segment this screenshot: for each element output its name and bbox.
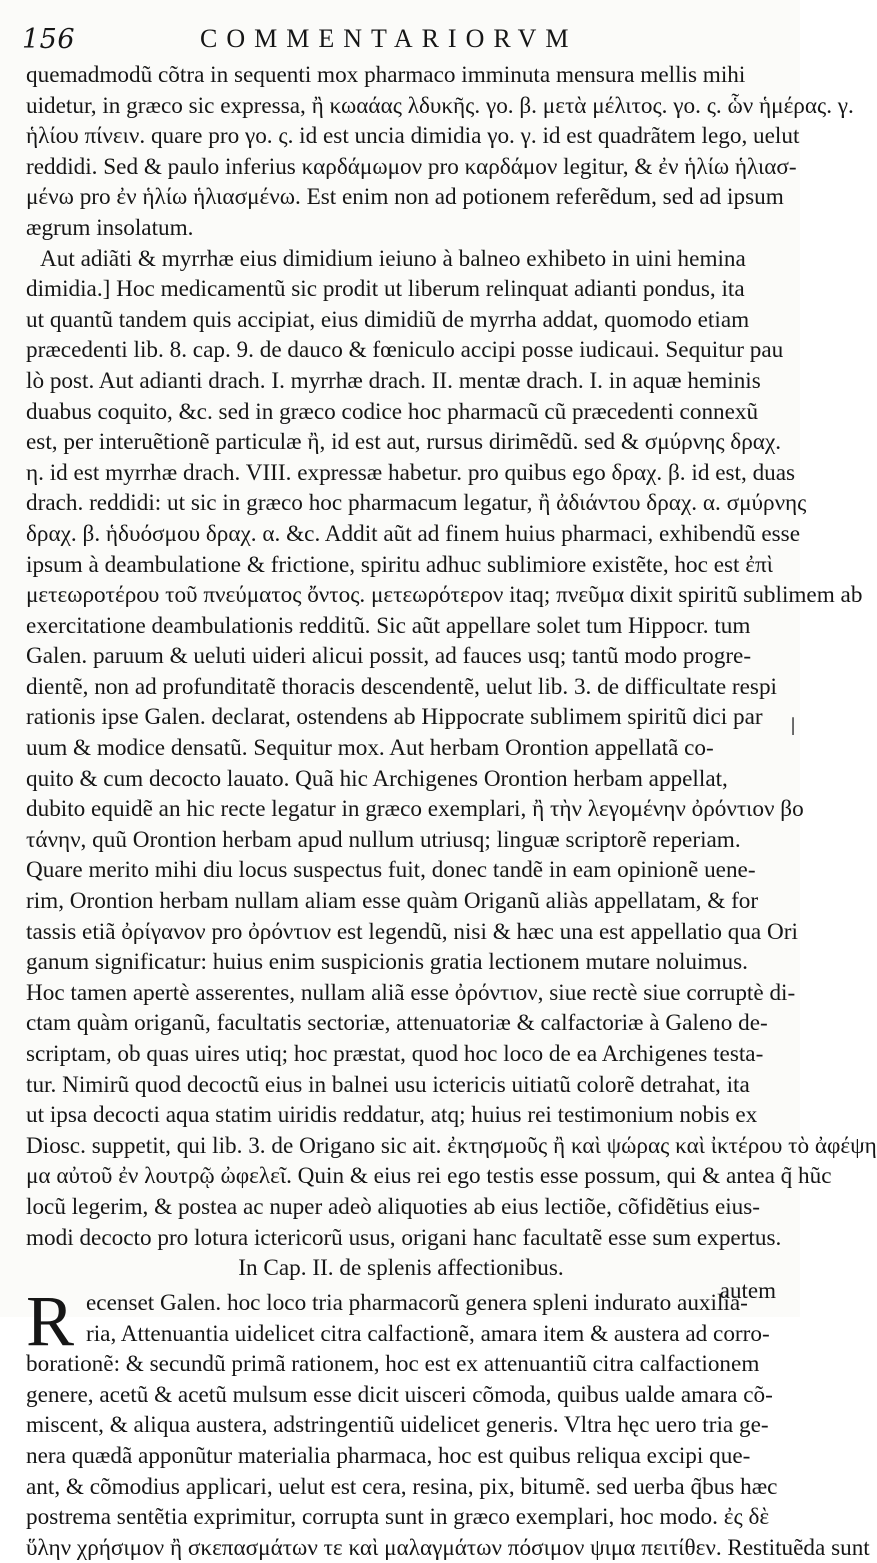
text-line: exercitatione deambulationis redditũ. Sic aũt appellare solet tum Hippocr. tum [26,612,751,639]
text-line: δραχ. β. ἡδυόσμου δραχ. α. &c. Addit aũt ad finem huius pharmaci, exhibendũ esse [26,520,800,547]
text-line: ria, Attenuantia uidelicet citra calfactionẽ, amara item & austera ad corro- [86,1320,770,1347]
text-line: Diosc. suppetit, qui lib. 3. de Origano sic ait. ἐκτησμοῦς ἢ καὶ ψώρας καὶ ἰκτέρου τὸ ἀφέψη [26,1132,877,1159]
text-line: ἡλίου πίνειν. quare pro γο. ς. id est uncia dimidia γο. γ. id est quadrãtem lego, uelut [26,123,800,150]
text-line: est, per interuẽtionẽ particulæ ἢ, id est aut, rursus dirimẽdũ. sed & σμύρνης δραχ. [26,429,782,456]
text-line: dientẽ, non ad profunditatẽ thoracis descendentẽ, uelut lib. 3. de difficultate respi [26,673,777,700]
text-line: μένω pro ἐν ἡλίω ἡλιασμένω. Est enim non ad potionem referẽdum, sed ad ipsum [26,184,784,211]
catchword: autem [719,1278,776,1303]
text-line: Quare merito mihi diu locus suspectus fuit, donec tandẽ in eam opinionẽ uene- [26,857,756,884]
text-line: ganum significatur: huius enim suspicionis gratia lectionem mutare noluimus. [26,949,748,976]
text-line: quito & cum decocto lauato. Quã hic Archigenes Orontion herbam appellat, [26,765,728,792]
text-line: η. id est myrrhæ drach. VIII. expressæ habetur. pro quibus ego δραχ. β. id est, duas [26,459,796,486]
text-line: tassis etiã ὀρίγανον pro ὀρόντιον est legendũ, nisi & hæc una est appellatio qua Ori [26,918,798,945]
text-line: borationẽ: & secundũ primã rationem, hoc est ex attenuantiũ citra calfactionem [26,1351,760,1378]
text-line: tur. Nimirũ quod decoctũ eius in balnei usu ictericis uitiatũ colorẽ detrahat, ita [26,1071,750,1098]
page-number: 156 [22,24,76,55]
text-line: nera quædã apponũtur materialia pharmaca, hoc est quibus reliqua excipi que- [26,1442,751,1469]
text-line: ut quantũ tandem quis accipiat, eius dimidiũ de myrrha addat, quomodo etiam [26,306,750,333]
chapter-opening-paragraph [26,1281,870,1563]
page-header [22,22,778,58]
text-line: præcedenti lib. 8. cap. 9. de dauco & fœniculo accipi posse iudicaui. Sequitur pau [26,337,784,364]
text-line: μα αὐτοῦ ἐν λουτρῷ ὠφελεῖ. Quin & eius rei ego testis esse possum, qui & antea q̃ hũc [26,1163,832,1190]
text-line: quemadmodũ cõtra in sequenti mox pharmaco imminuta mensura mellis mihi [26,62,746,88]
running-head: COMMENTARIORVM [200,24,578,53]
text-line: dubito equidẽ an hic recte legatur in græco exemplari, ἢ τὴν λεγομένην ὀρόντιον βο [26,796,804,823]
text-line: miscent, & aliqua austera, adstringentiũ uidelicet generis. Vltra hęc uero tria ge- [26,1412,769,1439]
text-line: ægrum insolatum. [26,214,194,241]
text-line: uidetur, in græco sic expressa, ἢ κωαάας λδυκῆς. γο. β. μετὰ μέλιτος. γο. ς. ὧν ἡμέρας. γ. [26,92,854,119]
text-line: reddidi. Sed & paulo inferius καρδάμωμον pro καρδάμον legitur, & ἐν ἡλίω ἡλιασ- [26,153,797,180]
text-line: Aut adiãti & myrrhæ eius dimidium ieiuno à balneo exhibeto in uini hemina [40,245,746,272]
text-line: ὕλην χρήσιμον ἢ σκεπασμάτων τε καὶ μαλαγμάτων πόσιμον ψιμα πειτίθεν. Restituẽda sunt [26,1534,870,1561]
text-line: Hoc tamen apertè asserentes, nullam aliã esse ὀρόντιον, siue rectè siue corruptè di- [26,979,796,1006]
text-line: ctam quàm origanũ, facultatis sectoriæ, attenuatoriæ & calfactoriæ à Galeno de- [26,1010,768,1037]
margin-mark: | [790,715,797,736]
commentary-text [26,60,877,1284]
chapter-heading: In Cap. II. de splenis affectionibus. [238,1255,564,1282]
text-line: drach. reddidi: ut sic in græco hoc pharmacum legatur, ἢ ἀδιάντου δραχ. α. σμύρνης [26,490,807,517]
text-line: rationis ipse Galen. declarat, ostendens ab Hippocrate sublimem spiritũ dici par [26,704,763,731]
text-line: ant, & cõmodius applicari, uelut est cera, resina, pix, bitumẽ. sed uerba q̃bus hæc [26,1473,778,1500]
text-line: μετεωροτέρου τοῦ πνεύματος ὄντος. μετεωρότερον itaq; πνεῦμα dixit spiritũ sublimem ab [26,582,863,609]
text-line: dimidia.] Hoc medicamentũ sic prodit ut liberum relinquat adianti pondus, ita [26,276,745,303]
drop-capital: R [26,1281,75,1361]
text-line: τάνην, quũ Orontion herbam apud nullum utriusq; linguæ scriptorẽ reperiam. [26,826,741,853]
text-line: scriptam, ob quas uires utiq; hoc præstat, quod hoc loco de ea Archigenes testa- [26,1041,764,1067]
text-line: modi decocto pro lotura ictericorũ usus, origani hanc facultatẽ esse sum expertus. [26,1224,782,1251]
text-line: Galen. paruum & ueluti uideri alicui possit, ad fauces usq; tantũ modo progre- [26,643,752,670]
text-line: uum & modice densatũ. Sequitur mox. Aut herbam Orontion appellatã co- [26,735,714,762]
text-line: ipsum à deambulatione & frictione, spiritu adhuc sublimiore existẽte, hoc est ἐπὶ [26,551,773,578]
text-line: duabus coquito, &c. sed in græco codice hoc pharmacũ cũ præcedenti connexũ [26,398,759,425]
text-line: lò post. Aut adianti drach. I. myrrhæ drach. II. mentæ drach. I. in aquæ heminis [26,367,761,394]
text-line: locũ legerim, & postea ac nuper adeò aliquoties ab eius lectiõe, cõfidẽtius eius- [26,1193,761,1220]
text-line: genere, acetũ & acetũ mulsum esse dicit uisceri cõmoda, quibus ualde amara cõ- [26,1381,773,1408]
text-line: rim, Orontion herbam nullam aliam esse quàm Origanũ aliàs appellatam, & for [26,888,759,915]
text-line: ut ipsa decocti aqua statim uiridis reddatur, atq; huius rei testimonium nobis ex [26,1102,758,1129]
text-line: ecenset Galen. hoc loco tria pharmacorũ genera spleni indurato auxilia- [86,1290,748,1316]
text-line: postrema sentẽtia exprimitur, corrupta sunt in græco exemplari, hoc modo. ἐς δὲ [26,1504,770,1531]
